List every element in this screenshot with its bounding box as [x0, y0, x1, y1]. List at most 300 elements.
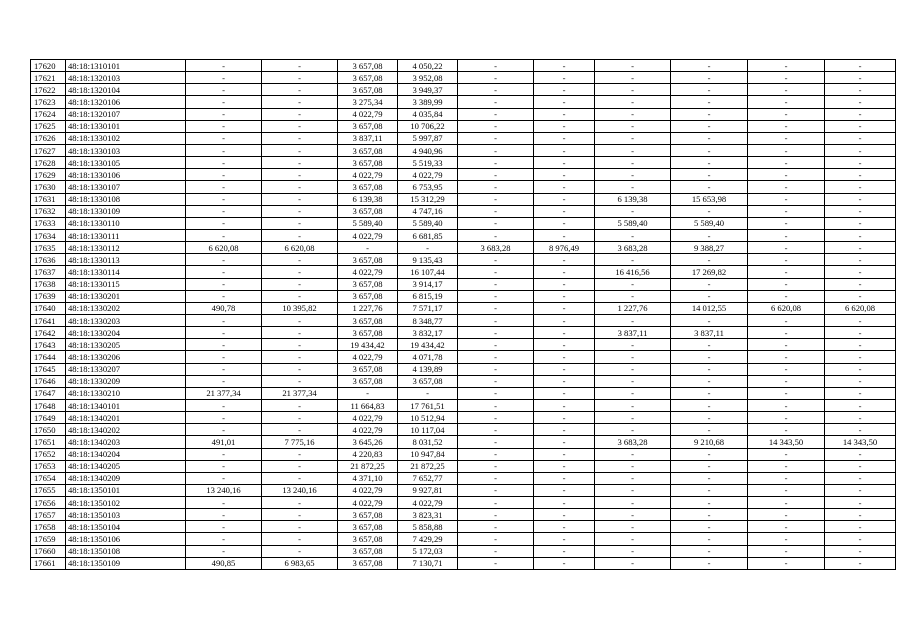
value-col-9-cell: - — [595, 229, 671, 241]
value-col-5-cell: 6 139,38 — [338, 193, 398, 205]
value-col-9-cell: 3 683,28 — [595, 242, 671, 254]
cadastral-number-cell: 48:18:1350104 — [66, 521, 186, 533]
value-col-12-cell: - — [825, 424, 896, 436]
value-col-6-cell: 7 130,71 — [398, 557, 458, 569]
value-col-7-cell: 3 683,28 — [458, 242, 534, 254]
value-col-5-cell: - — [338, 242, 398, 254]
value-col-8-cell: - — [534, 351, 595, 363]
value-col-4-cell: - — [262, 472, 338, 484]
row-number-cell: 17631 — [31, 193, 66, 205]
value-col-9-cell: - — [595, 351, 671, 363]
value-col-9-cell: - — [595, 387, 671, 399]
row-number-cell: 17660 — [31, 545, 66, 557]
value-col-6-cell: 3 914,17 — [398, 278, 458, 290]
value-col-12-cell: - — [825, 557, 896, 569]
value-col-8-cell: - — [534, 144, 595, 156]
value-col-11-cell: - — [748, 132, 825, 144]
value-col-7-cell: - — [458, 108, 534, 120]
value-col-5-cell: 1 227,76 — [338, 302, 398, 314]
value-col-7-cell: - — [458, 375, 534, 387]
row-number-cell: 17640 — [31, 302, 66, 314]
cadastral-number-cell: 48:18:1340203 — [66, 436, 186, 448]
row-number-cell: 17636 — [31, 254, 66, 266]
table-row — [31, 339, 896, 351]
value-col-9-cell: - — [595, 108, 671, 120]
value-col-4-cell: - — [262, 412, 338, 424]
value-col-10-cell: 9 210,68 — [671, 436, 748, 448]
value-col-9-cell: - — [595, 290, 671, 302]
cadastral-number-cell: 48:18:1330201 — [66, 290, 186, 302]
value-col-7-cell: - — [458, 144, 534, 156]
cadastral-number-cell: 48:18:1340205 — [66, 460, 186, 472]
row-number-cell: 17651 — [31, 436, 66, 448]
value-col-11-cell: - — [748, 157, 825, 169]
value-col-6-cell: 3 823,31 — [398, 509, 458, 521]
value-col-6-cell: 10 512,94 — [398, 412, 458, 424]
value-col-10-cell: - — [671, 521, 748, 533]
value-col-8-cell: - — [534, 84, 595, 96]
value-col-4-cell: 21 377,34 — [262, 387, 338, 399]
value-col-5-cell: 3 657,08 — [338, 509, 398, 521]
value-col-3-cell: - — [186, 193, 262, 205]
value-col-10-cell: - — [671, 229, 748, 241]
value-col-4-cell: - — [262, 424, 338, 436]
table-row — [31, 509, 896, 521]
cadastral-number-cell: 48:18:1330210 — [66, 387, 186, 399]
value-col-12-cell: - — [825, 108, 896, 120]
row-number-cell: 17642 — [31, 327, 66, 339]
value-col-8-cell: - — [534, 412, 595, 424]
value-col-12-cell: - — [825, 387, 896, 399]
value-col-12-cell: - — [825, 412, 896, 424]
row-number-cell: 17652 — [31, 448, 66, 460]
value-col-7-cell: - — [458, 314, 534, 326]
value-col-6-cell: 15 312,29 — [398, 193, 458, 205]
value-col-9-cell: - — [595, 533, 671, 545]
value-col-6-cell: 3 389,99 — [398, 96, 458, 108]
table-row — [31, 533, 896, 545]
row-number-cell: 17639 — [31, 290, 66, 302]
value-col-5-cell: 3 645,26 — [338, 436, 398, 448]
row-number-cell: 17655 — [31, 484, 66, 496]
value-col-4-cell: - — [262, 144, 338, 156]
value-col-3-cell: 490,78 — [186, 302, 262, 314]
value-col-9-cell: - — [595, 120, 671, 132]
value-col-8-cell: - — [534, 545, 595, 557]
value-col-7-cell: - — [458, 363, 534, 375]
row-number-cell: 17635 — [31, 242, 66, 254]
value-col-6-cell: 3 949,37 — [398, 84, 458, 96]
value-col-4-cell: - — [262, 84, 338, 96]
value-col-3-cell: 6 620,08 — [186, 242, 262, 254]
row-number-cell: 17645 — [31, 363, 66, 375]
value-col-11-cell: - — [748, 290, 825, 302]
cadastral-number-cell: 48:18:1330202 — [66, 302, 186, 314]
value-col-5-cell: 4 022,79 — [338, 351, 398, 363]
value-col-8-cell: - — [534, 314, 595, 326]
value-col-7-cell: - — [458, 181, 534, 193]
table-row — [31, 96, 896, 108]
value-col-9-cell: 3 837,11 — [595, 327, 671, 339]
cadastral-number-cell: 48:18:1330106 — [66, 169, 186, 181]
value-col-6-cell: 7 571,17 — [398, 302, 458, 314]
row-number-cell: 17648 — [31, 399, 66, 411]
value-col-6-cell: 6 753,95 — [398, 181, 458, 193]
cadastral-number-cell: 48:18:1320107 — [66, 108, 186, 120]
value-col-3-cell: - — [186, 84, 262, 96]
value-col-5-cell: 4 022,79 — [338, 266, 398, 278]
value-col-8-cell: - — [534, 157, 595, 169]
value-col-5-cell: 4 022,79 — [338, 424, 398, 436]
value-col-3-cell: - — [186, 120, 262, 132]
value-col-9-cell: - — [595, 557, 671, 569]
value-col-5-cell: 11 664,83 — [338, 399, 398, 411]
row-number-cell: 17650 — [31, 424, 66, 436]
value-col-4-cell: - — [262, 205, 338, 217]
value-col-5-cell: 3 657,08 — [338, 84, 398, 96]
value-col-8-cell: - — [534, 436, 595, 448]
value-col-8-cell: - — [534, 484, 595, 496]
value-col-6-cell: 10 706,22 — [398, 120, 458, 132]
row-number-cell: 17633 — [31, 217, 66, 229]
value-col-12-cell: - — [825, 509, 896, 521]
value-col-11-cell: - — [748, 242, 825, 254]
value-col-6-cell: 7 652,77 — [398, 472, 458, 484]
value-col-7-cell: - — [458, 351, 534, 363]
cadastral-number-cell: 48:18:1330205 — [66, 339, 186, 351]
value-col-5-cell: 3 657,08 — [338, 278, 398, 290]
table-row — [31, 193, 896, 205]
value-col-9-cell: - — [595, 472, 671, 484]
value-col-12-cell: - — [825, 84, 896, 96]
value-col-9-cell: - — [595, 181, 671, 193]
value-col-9-cell: - — [595, 545, 671, 557]
value-col-7-cell: - — [458, 254, 534, 266]
cadastral-number-cell: 48:18:1330109 — [66, 205, 186, 217]
value-col-7-cell: - — [458, 448, 534, 460]
value-col-10-cell: 14 012,55 — [671, 302, 748, 314]
value-col-6-cell: 10 947,84 — [398, 448, 458, 460]
value-col-12-cell: - — [825, 132, 896, 144]
value-col-7-cell: - — [458, 521, 534, 533]
value-col-8-cell: - — [534, 217, 595, 229]
cadastral-number-cell: 48:18:1320103 — [66, 72, 186, 84]
value-col-7-cell: - — [458, 302, 534, 314]
value-col-10-cell: - — [671, 72, 748, 84]
value-col-12-cell: - — [825, 327, 896, 339]
value-col-10-cell: 3 837,11 — [671, 327, 748, 339]
value-col-8-cell: - — [534, 327, 595, 339]
value-col-6-cell: 4 022,79 — [398, 497, 458, 509]
row-number-cell: 17654 — [31, 472, 66, 484]
value-col-10-cell: - — [671, 314, 748, 326]
row-number-cell: 17644 — [31, 351, 66, 363]
value-col-10-cell: - — [671, 205, 748, 217]
value-col-4-cell: - — [262, 460, 338, 472]
table-row — [31, 363, 896, 375]
value-col-6-cell: 3 657,08 — [398, 375, 458, 387]
value-col-5-cell: 3 657,08 — [338, 375, 398, 387]
value-col-10-cell: - — [671, 278, 748, 290]
value-col-6-cell: 3 832,17 — [398, 327, 458, 339]
value-col-7-cell: - — [458, 72, 534, 84]
row-number-cell: 17659 — [31, 533, 66, 545]
row-number-cell: 17657 — [31, 509, 66, 521]
value-col-11-cell: - — [748, 108, 825, 120]
row-number-cell: 17643 — [31, 339, 66, 351]
value-col-7-cell: - — [458, 157, 534, 169]
value-col-8-cell: - — [534, 108, 595, 120]
value-col-3-cell: - — [186, 533, 262, 545]
table-row — [31, 424, 896, 436]
value-col-11-cell: - — [748, 278, 825, 290]
value-col-7-cell: - — [458, 266, 534, 278]
value-col-7-cell: - — [458, 484, 534, 496]
row-number-cell: 17649 — [31, 412, 66, 424]
value-col-9-cell: - — [595, 509, 671, 521]
value-col-8-cell: - — [534, 521, 595, 533]
value-col-10-cell: - — [671, 375, 748, 387]
table-row — [31, 229, 896, 241]
table-row — [31, 448, 896, 460]
value-col-9-cell: - — [595, 424, 671, 436]
value-col-4-cell: - — [262, 120, 338, 132]
cadastral-number-cell: 48:18:1340101 — [66, 399, 186, 411]
table-row — [31, 120, 896, 132]
value-col-7-cell: - — [458, 497, 534, 509]
value-col-9-cell: - — [595, 169, 671, 181]
value-col-8-cell: - — [534, 448, 595, 460]
table-row — [31, 302, 896, 314]
value-col-4-cell: 6 983,65 — [262, 557, 338, 569]
value-col-11-cell: - — [748, 120, 825, 132]
value-col-11-cell: - — [748, 448, 825, 460]
value-col-6-cell: 16 107,44 — [398, 266, 458, 278]
value-col-11-cell: - — [748, 314, 825, 326]
table-row — [31, 278, 896, 290]
table-row — [31, 399, 896, 411]
table-row — [31, 497, 896, 509]
table-row — [31, 181, 896, 193]
value-col-9-cell: - — [595, 144, 671, 156]
value-col-11-cell: - — [748, 169, 825, 181]
value-col-6-cell: 5 997,87 — [398, 132, 458, 144]
value-col-9-cell: - — [595, 363, 671, 375]
value-col-8-cell: - — [534, 399, 595, 411]
value-col-10-cell: - — [671, 84, 748, 96]
value-col-4-cell: - — [262, 278, 338, 290]
value-col-11-cell: - — [748, 557, 825, 569]
value-col-6-cell: 4 139,89 — [398, 363, 458, 375]
value-col-3-cell: - — [186, 314, 262, 326]
value-col-10-cell: - — [671, 545, 748, 557]
value-col-5-cell: 3 657,08 — [338, 60, 398, 72]
table-row — [31, 387, 896, 399]
value-col-6-cell: 6 681,85 — [398, 229, 458, 241]
value-col-12-cell: - — [825, 278, 896, 290]
value-col-8-cell: - — [534, 460, 595, 472]
value-col-5-cell: 3 657,08 — [338, 157, 398, 169]
value-col-8-cell: - — [534, 363, 595, 375]
row-number-cell: 17638 — [31, 278, 66, 290]
value-col-8-cell: - — [534, 472, 595, 484]
value-col-10-cell: - — [671, 181, 748, 193]
value-col-5-cell: 4 022,79 — [338, 484, 398, 496]
table-row — [31, 60, 896, 72]
cadastral-number-cell: 48:18:1340202 — [66, 424, 186, 436]
value-col-9-cell: - — [595, 521, 671, 533]
value-col-3-cell: - — [186, 521, 262, 533]
value-col-12-cell: - — [825, 60, 896, 72]
value-col-8-cell: - — [534, 302, 595, 314]
cadastral-number-cell: 48:18:1330102 — [66, 132, 186, 144]
value-col-11-cell: - — [748, 412, 825, 424]
value-col-4-cell: 13 240,16 — [262, 484, 338, 496]
value-col-12-cell: - — [825, 181, 896, 193]
cadastral-number-cell: 48:18:1330204 — [66, 327, 186, 339]
value-col-10-cell: - — [671, 497, 748, 509]
value-col-7-cell: - — [458, 509, 534, 521]
value-col-5-cell: 4 220,83 — [338, 448, 398, 460]
value-col-5-cell: 3 657,08 — [338, 545, 398, 557]
value-col-6-cell: 19 434,42 — [398, 339, 458, 351]
value-col-3-cell: - — [186, 545, 262, 557]
value-col-12-cell: - — [825, 96, 896, 108]
table-row — [31, 351, 896, 363]
value-col-8-cell: - — [534, 557, 595, 569]
value-col-12-cell: - — [825, 472, 896, 484]
table-row — [31, 157, 896, 169]
value-col-3-cell: - — [186, 254, 262, 266]
value-col-10-cell: - — [671, 363, 748, 375]
cadastral-number-cell: 48:18:1340204 — [66, 448, 186, 460]
value-col-7-cell: - — [458, 169, 534, 181]
value-col-5-cell: 4 022,79 — [338, 412, 398, 424]
table-row — [31, 472, 896, 484]
value-col-4-cell: - — [262, 339, 338, 351]
value-col-6-cell: 4 940,96 — [398, 144, 458, 156]
value-col-12-cell: - — [825, 205, 896, 217]
value-col-3-cell: - — [186, 460, 262, 472]
cadastral-number-cell: 48:18:1330113 — [66, 254, 186, 266]
value-col-10-cell: - — [671, 96, 748, 108]
value-col-10-cell: - — [671, 351, 748, 363]
value-col-3-cell: 13 240,16 — [186, 484, 262, 496]
value-col-11-cell: - — [748, 521, 825, 533]
value-col-6-cell: 10 117,04 — [398, 424, 458, 436]
value-col-10-cell: - — [671, 460, 748, 472]
cadastral-number-cell: 48:18:1310101 — [66, 60, 186, 72]
value-col-12-cell: - — [825, 169, 896, 181]
value-col-9-cell: 3 683,28 — [595, 436, 671, 448]
value-col-3-cell: - — [186, 375, 262, 387]
value-col-6-cell: 4 071,78 — [398, 351, 458, 363]
value-col-12-cell: - — [825, 448, 896, 460]
value-col-3-cell: 21 377,34 — [186, 387, 262, 399]
row-number-cell: 17628 — [31, 157, 66, 169]
value-col-9-cell: 1 227,76 — [595, 302, 671, 314]
value-col-10-cell: - — [671, 412, 748, 424]
value-col-10-cell: - — [671, 484, 748, 496]
value-col-3-cell: - — [186, 327, 262, 339]
value-col-8-cell: - — [534, 290, 595, 302]
row-number-cell: 17637 — [31, 266, 66, 278]
value-col-11-cell: - — [748, 339, 825, 351]
value-col-4-cell: - — [262, 363, 338, 375]
cadastral-number-cell: 48:18:1350106 — [66, 533, 186, 545]
table-row — [31, 169, 896, 181]
value-col-7-cell: - — [458, 60, 534, 72]
value-col-7-cell: - — [458, 132, 534, 144]
value-col-4-cell: - — [262, 217, 338, 229]
value-col-3-cell: - — [186, 60, 262, 72]
cadastral-number-cell: 48:18:1330209 — [66, 375, 186, 387]
value-col-10-cell: 5 589,40 — [671, 217, 748, 229]
row-number-cell: 17626 — [31, 132, 66, 144]
value-col-9-cell: - — [595, 72, 671, 84]
value-col-9-cell: 16 416,56 — [595, 266, 671, 278]
value-col-5-cell: 4 022,79 — [338, 229, 398, 241]
value-col-11-cell: - — [748, 327, 825, 339]
value-col-8-cell: - — [534, 169, 595, 181]
value-col-12-cell: - — [825, 242, 896, 254]
value-col-4-cell: - — [262, 96, 338, 108]
value-col-5-cell: 3 657,08 — [338, 72, 398, 84]
value-col-12-cell: - — [825, 375, 896, 387]
value-col-7-cell: - — [458, 327, 534, 339]
value-col-10-cell: - — [671, 60, 748, 72]
value-col-11-cell: - — [748, 84, 825, 96]
value-col-11-cell: - — [748, 460, 825, 472]
table-row — [31, 327, 896, 339]
cadastral-number-cell: 48:18:1330112 — [66, 242, 186, 254]
value-col-8-cell: - — [534, 266, 595, 278]
value-col-3-cell: - — [186, 157, 262, 169]
value-col-3-cell: 490,85 — [186, 557, 262, 569]
value-col-9-cell: - — [595, 412, 671, 424]
value-col-9-cell: - — [595, 84, 671, 96]
cadastral-number-cell: 48:18:1330105 — [66, 157, 186, 169]
value-col-11-cell: - — [748, 387, 825, 399]
value-col-10-cell: - — [671, 120, 748, 132]
value-col-10-cell: - — [671, 533, 748, 545]
value-col-9-cell: 5 589,40 — [595, 217, 671, 229]
value-col-11-cell: - — [748, 144, 825, 156]
value-col-6-cell: 5 858,88 — [398, 521, 458, 533]
value-col-4-cell: - — [262, 351, 338, 363]
value-col-9-cell: 6 139,38 — [595, 193, 671, 205]
row-number-cell: 17627 — [31, 144, 66, 156]
cadastral-number-cell: 48:18:1330207 — [66, 363, 186, 375]
cadastral-number-cell: 48:18:1350103 — [66, 509, 186, 521]
value-col-12-cell: - — [825, 521, 896, 533]
table-row — [31, 484, 896, 496]
value-col-5-cell: 3 657,08 — [338, 290, 398, 302]
value-col-3-cell: - — [186, 339, 262, 351]
value-col-8-cell: - — [534, 181, 595, 193]
value-col-10-cell: 9 388,27 — [671, 242, 748, 254]
value-col-12-cell: - — [825, 484, 896, 496]
table-row — [31, 545, 896, 557]
value-col-5-cell: 3 837,11 — [338, 132, 398, 144]
value-col-8-cell: 8 976,49 — [534, 242, 595, 254]
value-col-10-cell: - — [671, 157, 748, 169]
value-col-10-cell: - — [671, 424, 748, 436]
value-col-11-cell: 6 620,08 — [748, 302, 825, 314]
table-body — [31, 60, 896, 570]
value-col-4-cell: - — [262, 521, 338, 533]
table-row — [31, 144, 896, 156]
